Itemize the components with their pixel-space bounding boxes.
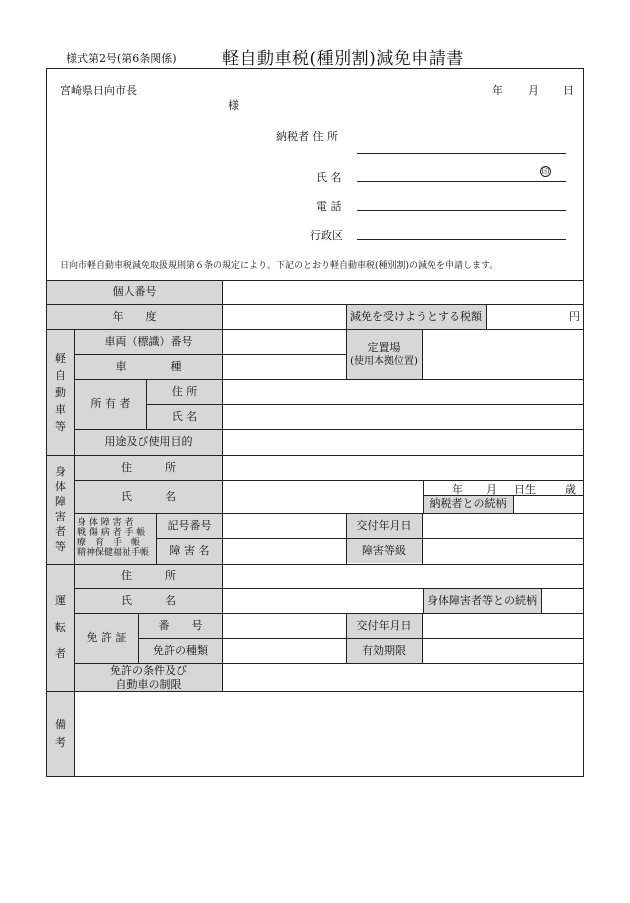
seal-mark: 印 xyxy=(541,167,550,176)
handbook-types: 身 体 障 害 者 戦 傷 病 者 手 帳 療 育 手 帳 精神保健福祉手帳 xyxy=(77,518,150,558)
addressee-honorific: 様 xyxy=(228,99,239,112)
taxpayer-name-line[interactable] xyxy=(357,181,566,182)
taxpayer-address-line[interactable] xyxy=(357,153,566,154)
fiscal-year-label: 年 度 xyxy=(112,309,157,323)
disabled-section-label: 身 体 障 害 者 等 xyxy=(55,465,66,553)
license-type-label: 免許の種類 xyxy=(153,643,208,657)
district-line[interactable] xyxy=(357,239,566,240)
license-number-label: 番 号 xyxy=(158,618,203,632)
date-day-label: 日 xyxy=(563,84,574,97)
storage-place-label: 定置場 (使用本拠位置) xyxy=(350,340,418,368)
addressee: 宮崎県日向市長 xyxy=(60,84,137,97)
taxpayer-name-label: 氏 名 xyxy=(316,171,342,184)
birth-day-label: 日生 xyxy=(514,483,536,496)
taxpayer-address-label: 納税者 住 所 xyxy=(276,130,338,143)
age-label: 歳 xyxy=(565,483,576,496)
owner-label: 所 有 者 xyxy=(90,397,131,411)
disabled-address-label: 住 所 xyxy=(121,460,176,474)
tax-amount-label: 減免を受けようとする税額 xyxy=(350,309,482,323)
personal-number-label: 個人番号 xyxy=(112,285,157,299)
vehicle-section-label: 軽 自 動 車 等 xyxy=(55,351,66,434)
application-statement: 日向市軽自動車税減免取扱規則第６条の規定により、下記のとおり軽自動車税(種別割)の減免を申請します。 xyxy=(60,261,499,271)
birth-month-label: 月 xyxy=(486,483,497,496)
driver-address-label: 住 所 xyxy=(121,569,176,583)
yen-unit: 円 xyxy=(569,309,580,323)
handbook-issue-date-label: 交付年月日 xyxy=(356,518,412,532)
purpose-label: 用途及び使用目的 xyxy=(104,435,193,449)
driver-section-label: 運 転 者 xyxy=(55,594,66,661)
date-year-label: 年 xyxy=(492,84,503,97)
license-issue-date-label: 交付年月日 xyxy=(356,618,412,632)
plate-number-label: 車両（標識）番号 xyxy=(104,334,193,348)
form-title: 軽自動車税(種別割)減免申請書 xyxy=(222,49,464,69)
birth-year-label: 年 xyxy=(452,483,463,496)
disabled-name-label: 氏 名 xyxy=(121,489,176,503)
vehicle-type-label: 車 種 xyxy=(115,359,182,373)
taxpayer-relation-label: 納税者との続柄 xyxy=(429,497,507,511)
date-month-label: 月 xyxy=(528,84,539,97)
phone-line[interactable] xyxy=(357,210,566,211)
record-number-label: 記号番号 xyxy=(167,518,212,532)
disability-grade-label: 障害等級 xyxy=(362,543,406,557)
disability-name-label: 障 害 名 xyxy=(169,544,210,558)
driver-relation-label: 身体障害者等との続柄 xyxy=(427,593,537,607)
owner-address-label: 住 所 xyxy=(171,384,198,398)
driver-name-label: 氏 名 xyxy=(121,593,176,607)
remarks-label: 備 考 xyxy=(55,718,66,749)
license-conditions-label: 免許の条件及び 自動車の制限 xyxy=(110,664,187,691)
license-label: 免 許 証 xyxy=(86,631,127,645)
license-expiry-label: 有効期限 xyxy=(362,643,406,657)
district-label: 行政区 xyxy=(310,229,343,242)
phone-label: 電 話 xyxy=(316,200,342,213)
form-number: 様式第2号(第6条関係) xyxy=(66,52,177,65)
owner-name-label: 氏 名 xyxy=(171,409,198,423)
